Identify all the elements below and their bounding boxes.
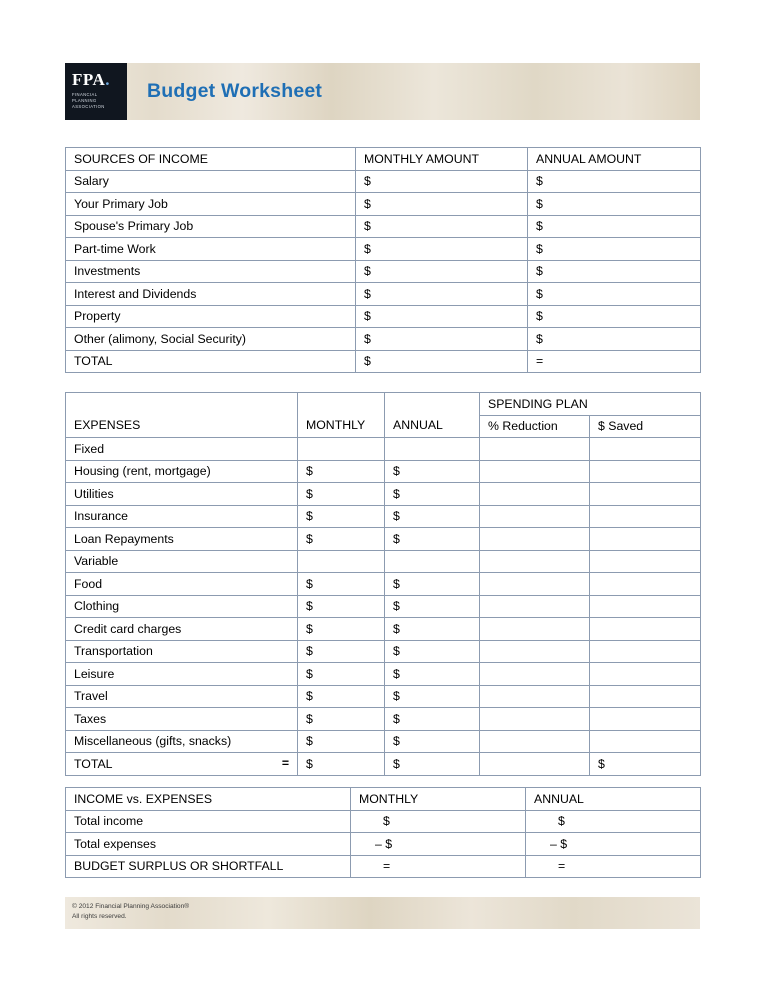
expense-row-reduction[interactable] (480, 685, 590, 708)
table-row (66, 260, 701, 283)
expense-row-reduction[interactable] (480, 730, 590, 753)
expenses-total-annual[interactable]: $ (385, 753, 480, 776)
expense-row-monthly[interactable]: $ (298, 595, 385, 618)
expense-row-reduction[interactable] (480, 528, 590, 551)
logo-subtitle-line-2: PLANNING (72, 98, 97, 103)
expense-row-annual[interactable]: $ (385, 663, 480, 686)
invexp-total-annual[interactable]: = (526, 855, 701, 878)
table-row (66, 595, 701, 618)
invexp-row-monthly[interactable]: $ (351, 810, 526, 833)
expense-row-saved[interactable] (590, 730, 701, 753)
footer-line-1: © 2012 Financial Planning Association® (72, 903, 190, 910)
expenses-total-label: TOTAL (74, 756, 113, 771)
expense-row-reduction[interactable] (480, 640, 590, 663)
income-row-monthly[interactable]: $ (356, 170, 528, 193)
invexp-total-label: BUDGET SURPLUS OR SHORTFALL (66, 855, 351, 878)
income-row-annual[interactable]: $ (528, 215, 701, 238)
table-row (66, 810, 701, 833)
logo-subtitle-line-3: ASSOCIATION (72, 104, 105, 109)
table-row (66, 663, 701, 686)
expense-row-annual[interactable]: $ (385, 595, 480, 618)
income-row-label: Part-time Work (66, 238, 356, 261)
income-header-category: SOURCES OF INCOME (66, 148, 356, 171)
income-header-monthly: MONTHLY AMOUNT (356, 148, 528, 171)
expense-row-label: Food (66, 573, 298, 596)
table-row (66, 238, 701, 261)
expense-row-saved[interactable] (590, 505, 701, 528)
expense-row-annual[interactable]: $ (385, 528, 480, 551)
expense-row-monthly[interactable]: $ (298, 573, 385, 596)
table-row (66, 460, 701, 483)
expense-row-label: Miscellaneous (gifts, snacks) (66, 730, 298, 753)
expense-row-saved[interactable] (590, 528, 701, 551)
expense-row-label: Leisure (66, 663, 298, 686)
income-table-header-row (66, 148, 701, 171)
expenses-table-header-row-1 (66, 393, 701, 416)
expense-row-monthly[interactable]: $ (298, 618, 385, 641)
expense-row-annual[interactable] (385, 438, 480, 461)
expense-row-annual[interactable]: $ (385, 618, 480, 641)
expense-row-saved[interactable] (590, 595, 701, 618)
expense-row-saved[interactable] (590, 573, 701, 596)
expense-row-monthly[interactable]: $ (298, 685, 385, 708)
expense-row-monthly[interactable]: $ (298, 460, 385, 483)
expense-row-annual[interactable]: $ (385, 685, 480, 708)
income-row-label: Property (66, 305, 356, 328)
table-row (66, 193, 701, 216)
expense-row-label: Travel (66, 685, 298, 708)
expense-row-label: Housing (rent, mortgage) (66, 460, 298, 483)
expense-row-monthly[interactable] (298, 438, 385, 461)
footer-line-2: All rights reserved. (72, 912, 127, 920)
table-row (66, 685, 701, 708)
income-row-monthly[interactable]: $ (356, 215, 528, 238)
income-row-annual[interactable]: $ (528, 238, 701, 261)
expense-row-reduction[interactable] (480, 595, 590, 618)
expenses-header-spending-plan: SPENDING PLAN (480, 393, 701, 416)
income-row-monthly[interactable]: $ (356, 238, 528, 261)
income-row-label: Other (alimony, Social Security) (66, 328, 356, 351)
expense-row-annual[interactable]: $ (385, 640, 480, 663)
expense-row-reduction[interactable] (480, 438, 590, 461)
table-row (66, 170, 701, 193)
expense-row-reduction[interactable] (480, 573, 590, 596)
income-total-annual[interactable]: = (528, 350, 701, 373)
income-row-label: Interest and Dividends (66, 283, 356, 306)
income-row-annual[interactable]: $ (528, 305, 701, 328)
expenses-total-saved[interactable]: $ (590, 753, 701, 776)
expenses-header-annual: ANNUAL (385, 393, 480, 438)
table-row (66, 483, 701, 506)
income-row-monthly[interactable]: $ (356, 260, 528, 283)
expense-row-label: Loan Repayments (66, 528, 298, 551)
expense-row-monthly[interactable]: $ (298, 528, 385, 551)
expenses-total-reduction[interactable] (480, 753, 590, 776)
income-row-monthly[interactable]: $ (356, 283, 528, 306)
expense-row-annual[interactable]: $ (385, 573, 480, 596)
invexp-header-category: INCOME vs. EXPENSES (66, 788, 351, 811)
invexp-header-monthly: MONTHLY (351, 788, 526, 811)
expense-row-saved[interactable] (590, 708, 701, 731)
invexp-row-label: Total income (66, 810, 351, 833)
expense-row-saved[interactable] (590, 460, 701, 483)
income-total-monthly[interactable]: $ (356, 350, 528, 373)
expenses-header-monthly: MONTHLY (298, 393, 385, 438)
expenses-total-label-cell (66, 753, 298, 776)
table-row (66, 328, 701, 351)
invexp-header-row (66, 788, 701, 811)
expense-row-monthly[interactable]: $ (298, 640, 385, 663)
expense-row-monthly[interactable]: $ (298, 505, 385, 528)
income-row-monthly[interactable]: $ (356, 193, 528, 216)
income-vs-expenses-table (65, 787, 701, 878)
income-row-label: Spouse's Primary Job (66, 215, 356, 238)
invexp-header-annual: ANNUAL (526, 788, 701, 811)
table-row (66, 550, 701, 573)
table-row (66, 528, 701, 551)
expense-row-label: Fixed (66, 438, 298, 461)
expense-row-label: Insurance (66, 505, 298, 528)
table-row (66, 438, 701, 461)
expenses-header-saved: $ Saved (590, 415, 701, 438)
expense-row-annual[interactable]: $ (385, 708, 480, 731)
income-row-annual[interactable]: $ (528, 260, 701, 283)
invexp-row-annual[interactable]: $ (526, 810, 701, 833)
table-row (66, 573, 701, 596)
income-row-monthly[interactable]: $ (356, 305, 528, 328)
expense-row-saved[interactable] (590, 550, 701, 573)
table-row (66, 730, 701, 753)
fpa-logo (65, 63, 127, 120)
invexp-row-annual[interactable]: – $ (526, 833, 701, 856)
table-row (66, 640, 701, 663)
expense-row-reduction[interactable] (480, 483, 590, 506)
expense-row-reduction[interactable] (480, 663, 590, 686)
expense-row-reduction[interactable] (480, 550, 590, 573)
income-row-annual[interactable]: $ (528, 170, 701, 193)
table-row (66, 215, 701, 238)
expense-row-saved[interactable] (590, 663, 701, 686)
expense-row-reduction[interactable] (480, 460, 590, 483)
expense-row-label: Clothing (66, 595, 298, 618)
expenses-header-category: EXPENSES (66, 393, 298, 438)
income-table (65, 147, 701, 373)
expenses-total-label-suffix: = (281, 756, 289, 770)
logo-subtitle-line-1: FINANCIAL (72, 92, 98, 97)
table-row (66, 505, 701, 528)
income-total-label: TOTAL (66, 350, 356, 373)
expense-row-monthly[interactable]: $ (298, 663, 385, 686)
expense-row-saved[interactable] (590, 640, 701, 663)
income-row-annual[interactable]: $ (528, 193, 701, 216)
table-row-total (66, 855, 701, 878)
expenses-total-monthly[interactable]: $ (298, 753, 385, 776)
expense-row-label: Taxes (66, 708, 298, 731)
expense-row-label: Credit card charges (66, 618, 298, 641)
expense-row-label: Variable (66, 550, 298, 573)
logo-mark-text: FPA (72, 70, 106, 89)
expense-row-reduction[interactable] (480, 505, 590, 528)
table-row (66, 708, 701, 731)
income-row-annual[interactable]: $ (528, 328, 701, 351)
table-row (66, 283, 701, 306)
income-row-label: Your Primary Job (66, 193, 356, 216)
income-header-annual: ANNUAL AMOUNT (528, 148, 701, 171)
expense-row-annual[interactable]: $ (385, 483, 480, 506)
expense-row-annual[interactable] (385, 550, 480, 573)
table-row (66, 618, 701, 641)
expense-row-saved[interactable] (590, 618, 701, 641)
table-row (66, 833, 701, 856)
expense-row-saved[interactable] (590, 685, 701, 708)
expense-row-label: Utilities (66, 483, 298, 506)
invexp-row-monthly[interactable]: – $ (351, 833, 526, 856)
table-row-total (66, 350, 701, 373)
expense-row-annual[interactable]: $ (385, 460, 480, 483)
logo-subtitle (72, 92, 105, 110)
expense-row-label: Transportation (66, 640, 298, 663)
footer-copyright (72, 902, 189, 921)
expense-row-saved[interactable] (590, 438, 701, 461)
logo-dot: . (105, 70, 111, 89)
income-row-monthly[interactable]: $ (356, 328, 528, 351)
expense-row-monthly[interactable]: $ (298, 483, 385, 506)
page-title: Budget Worksheet (147, 80, 323, 102)
expenses-table (65, 392, 701, 776)
table-row (66, 305, 701, 328)
expense-row-annual[interactable]: $ (385, 505, 480, 528)
income-row-annual[interactable]: $ (528, 283, 701, 306)
expense-row-annual[interactable]: $ (385, 730, 480, 753)
expense-row-monthly[interactable]: $ (298, 730, 385, 753)
logo-wordmark (72, 70, 110, 90)
expense-row-reduction[interactable] (480, 618, 590, 641)
expense-row-monthly[interactable] (298, 550, 385, 573)
table-row-total (66, 753, 701, 776)
invexp-total-monthly[interactable]: = (351, 855, 526, 878)
income-row-label: Investments (66, 260, 356, 283)
income-row-label: Salary (66, 170, 356, 193)
expenses-header-reduction: % Reduction (480, 415, 590, 438)
expense-row-reduction[interactable] (480, 708, 590, 731)
expense-row-monthly[interactable]: $ (298, 708, 385, 731)
invexp-row-label: Total expenses (66, 833, 351, 856)
expense-row-saved[interactable] (590, 483, 701, 506)
